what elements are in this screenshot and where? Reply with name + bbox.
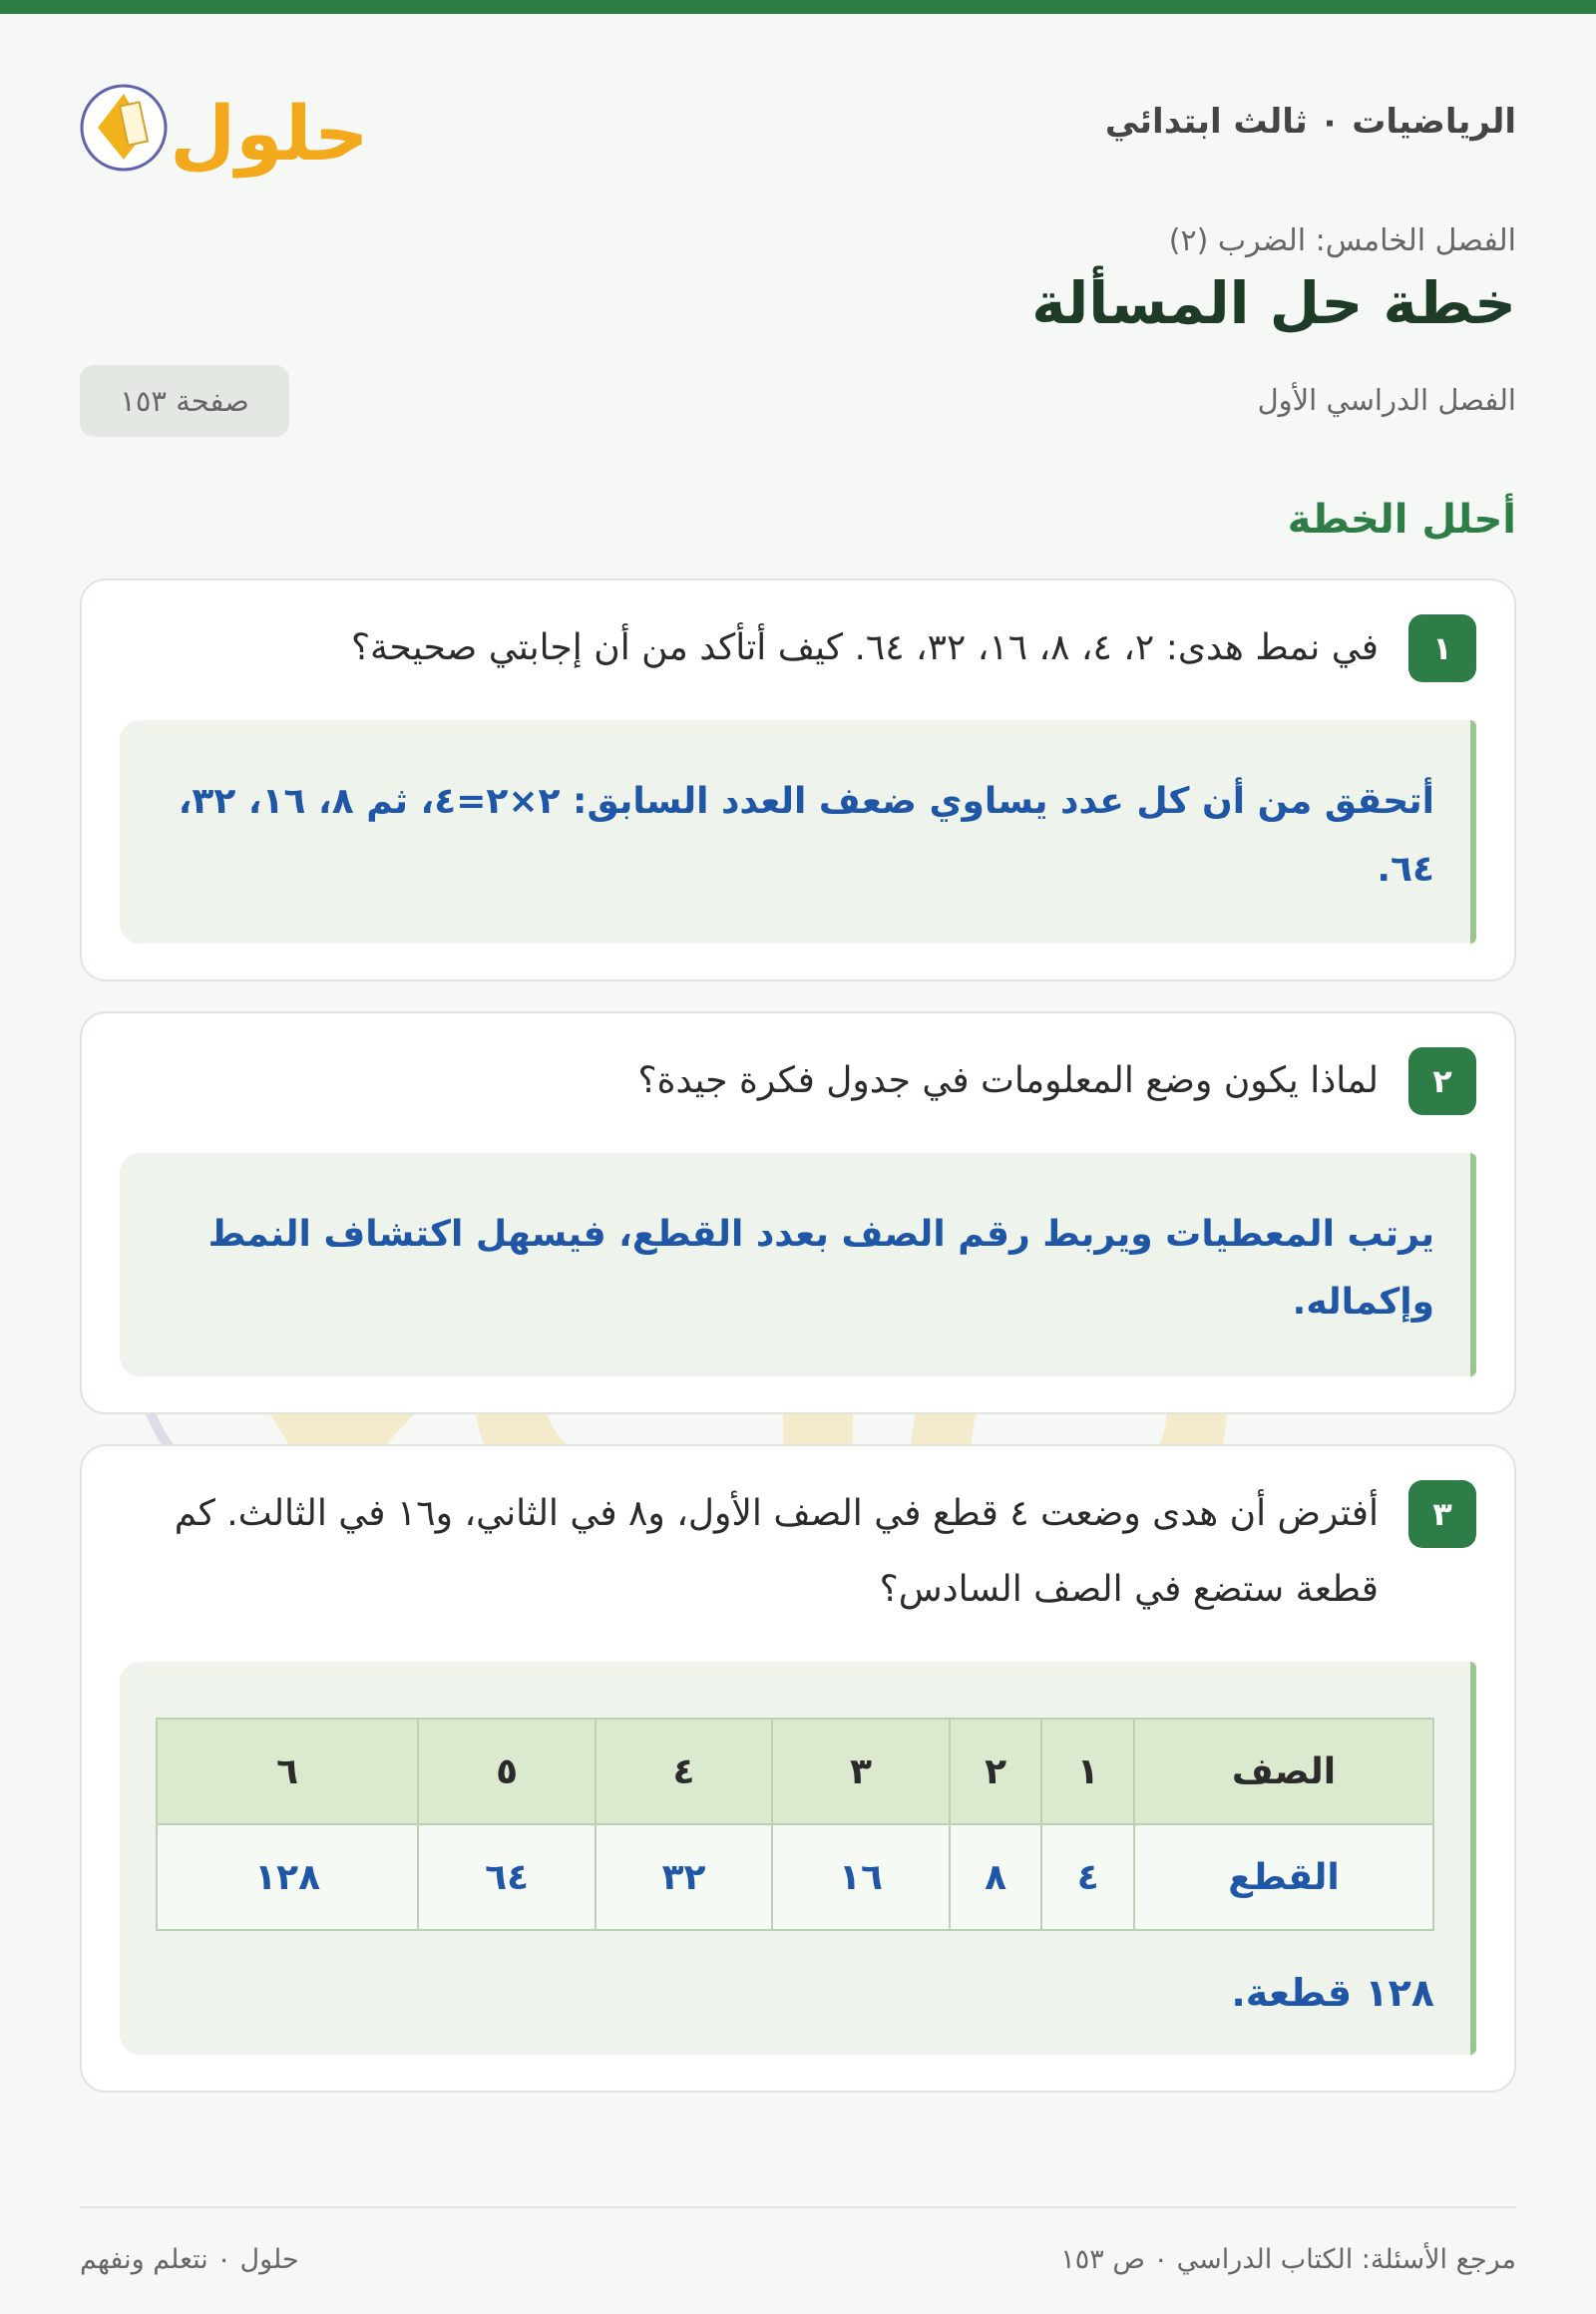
semester-label: الفصل الدراسي الأول (1257, 383, 1516, 417)
table-cell: ١٢٨ (157, 1824, 418, 1930)
table-cell: ١٦ (772, 1824, 949, 1930)
question-text-1: في نمط هدى: ٢، ٤، ٨، ١٦، ٣٢، ٦٤. كيف أتأكد من أن إجابتي صحيحة؟ (350, 627, 1379, 668)
subject-label: الرياضيات ٠ ثالث ابتدائي (1104, 102, 1516, 142)
question-number-3: ٣ (1408, 1480, 1476, 1548)
table-cell: ٣٢ (596, 1824, 772, 1930)
footer-tagline: حلول ٠ نتعلم ونفهم (80, 2244, 299, 2275)
table-cell: ٦٤ (418, 1824, 595, 1930)
table-cell: ٢ (950, 1719, 1042, 1824)
page-badge: صفحة ١٥٣ (80, 365, 289, 437)
footer (80, 2206, 1516, 2296)
page-content (80, 14, 1516, 2122)
lesson-title: خطة حل المسألة (1031, 269, 1516, 337)
answer-text-1: أتحقق من أن كل عدد يساوي ضعف العدد السابق: ٢×٢=٤، ثم ٨، ١٦، ٣٢، ٦٤. (178, 781, 1434, 890)
answer-text-3: ١٢٨ قطعة. (1231, 1971, 1434, 2015)
table-cell: ١ (1041, 1719, 1134, 1824)
titles-block (80, 203, 1516, 493)
answer-box-3 (120, 1662, 1476, 2055)
answer-text-2: يرتب المعطيات ويربط رقم الصف بعدد القطع، فيسهل اكتشاف النمط وإكماله. (207, 1214, 1434, 1323)
top-accent-bar (0, 0, 1596, 14)
question-text-2: لماذا يكون وضع المعلومات في جدول فكرة جيدة؟ (637, 1060, 1379, 1101)
question-number-2: ٢ (1408, 1047, 1476, 1115)
question-card-2 (80, 1011, 1516, 1414)
table-cell: ٦ (157, 1719, 418, 1824)
table-header-label: الصف (1134, 1719, 1433, 1824)
chapter-title: الفصل الخامس: الضرب (٢) (1168, 223, 1516, 258)
question-number-1: ١ (1408, 614, 1476, 682)
question-card-3 (80, 1444, 1516, 2093)
table-row-label: القطع (1134, 1824, 1433, 1930)
hulul-logo (80, 64, 369, 184)
table-row (157, 1824, 1433, 1930)
answer-box-2 (120, 1153, 1476, 1376)
section-title: أحلل الخطة (1287, 497, 1516, 543)
table-cell: ٥ (418, 1719, 595, 1824)
table-cell: ٤ (1041, 1824, 1134, 1930)
answer-box-1 (120, 720, 1476, 944)
table-cell: ٣ (772, 1719, 949, 1824)
footer-reference: مرجع الأسئلة: الكتاب الدراسي ٠ ص ١٥٣ (1060, 2244, 1516, 2275)
header (80, 14, 1516, 203)
logo-wordmark: حلول (170, 89, 369, 178)
rows-table (156, 1718, 1434, 1931)
question-card-1 (80, 578, 1516, 981)
table-header-row (157, 1719, 1433, 1824)
table-cell: ٨ (950, 1824, 1042, 1930)
question-text-3: أفترض أن هدى وضعت ٤ قطع في الصف الأول، و٨ في الثاني، و١٦ في الثالث. كم قطعة ستضع في الصف السادس؟ (174, 1493, 1379, 1610)
table-cell: ٤ (596, 1719, 772, 1824)
